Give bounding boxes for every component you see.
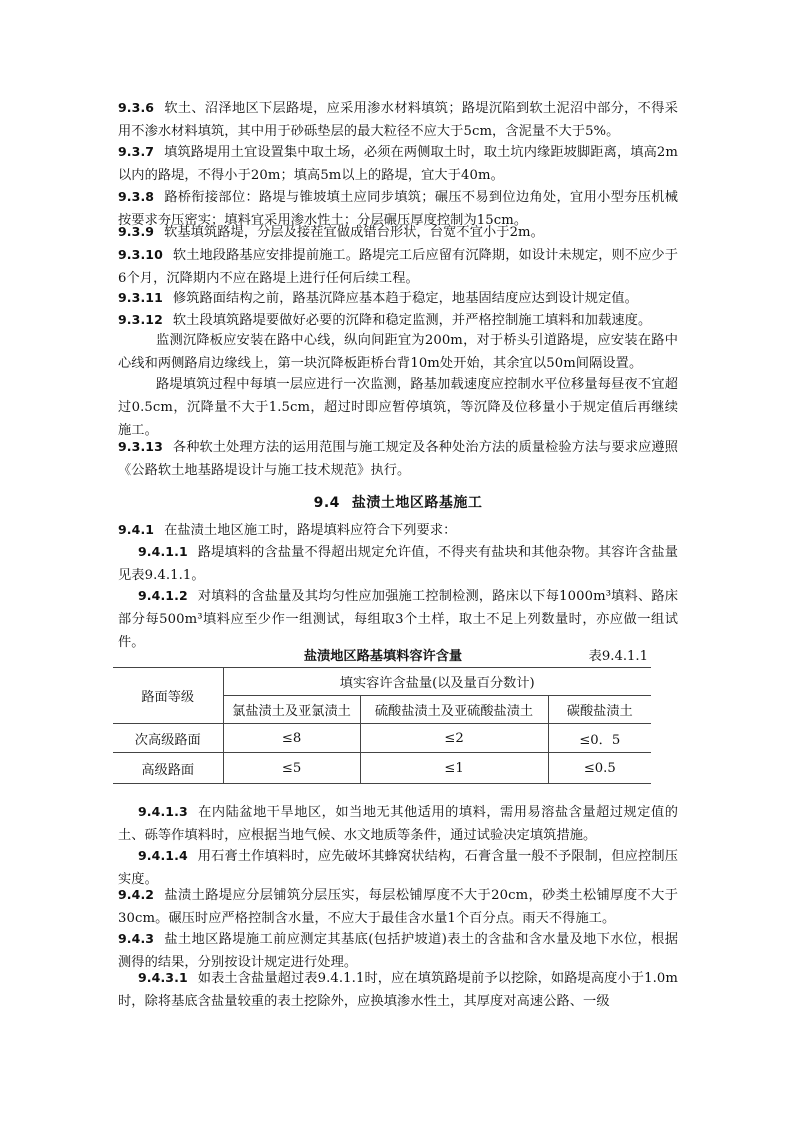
clause-9-4-3-1 bbox=[118, 967, 678, 1014]
clause-9-4-1-2 bbox=[118, 585, 678, 654]
paragraph-settlement-plates bbox=[118, 330, 678, 376]
table-row bbox=[113, 724, 651, 753]
salt-content-table bbox=[113, 667, 651, 784]
row-header-cell: 路面等级 bbox=[113, 668, 223, 724]
table-row bbox=[113, 753, 651, 784]
clause-number: 9.4.3.1 bbox=[138, 970, 188, 985]
clause-9-4-1-1 bbox=[118, 541, 678, 588]
table-cell: ≤2 bbox=[360, 724, 548, 753]
clause-text: 对填料的含盐量及其均匀性应加强施工控制检测，路床以下每1000m³填料、路床部分每500m³填料应至少作一组测试，每组取3个土样，取土不足上列数量时，亦应做一组试件。 bbox=[118, 589, 678, 650]
clause-number: 9.3.12 bbox=[118, 312, 163, 327]
column-header: 硫酸盐渍土及亚硫酸盐渍土 bbox=[360, 696, 548, 724]
table-cell: ≤8 bbox=[223, 724, 360, 753]
clause-text: 填筑路堤用土宜设置集中取土场，必须在两侧取土时，取土坑内缘距坡脚距离，填高2m以内的路堤，不得小于20m；填高5m以上的路堤，宜大于40m。 bbox=[118, 145, 678, 183]
clause-number: 9.3.9 bbox=[118, 224, 155, 239]
table-cell: ≤0．5 bbox=[548, 724, 651, 753]
clause-9-3-7 bbox=[118, 141, 678, 188]
clause-text: 软土地段路基应安排提前施工。路堤完工后应留有沉降期，如设计未规定，则不应少于6个月，沉降期内不应在路堤上进行任何后续工程。 bbox=[118, 248, 678, 286]
clause-text: 修筑路面结构之前，路基沉降应基本趋于稳定，地基固结度应达到设计规定值。 bbox=[172, 291, 638, 306]
clause-9-4-1-3 bbox=[118, 801, 678, 848]
clause-9-3-9 bbox=[118, 221, 678, 245]
clause-text: 如表土含盐量超过表9.4.1.1时，应在填筑路堤前予以挖除，如路堤高度小于1.0m时，除将基底含盐量较重的表土挖除外，应换填渗水性土，其厚度对高速公路、一级 bbox=[118, 971, 678, 1009]
clause-number: 9.4.1.2 bbox=[138, 588, 188, 603]
clause-number: 9.4.1 bbox=[118, 522, 155, 537]
section-number: 9.4 bbox=[313, 495, 340, 511]
clause-number: 9.4.1.4 bbox=[138, 848, 188, 863]
column-header: 氯盐渍土及亚氯渍土 bbox=[223, 696, 360, 724]
clause-number: 9.3.7 bbox=[118, 144, 155, 159]
row-label: 次高级路面 bbox=[113, 724, 223, 753]
clause-text: 在盐渍土地区施工时，路堤填料应符合下列要求： bbox=[164, 523, 457, 538]
section-heading bbox=[118, 492, 678, 512]
clause-text: 路堤填料的含盐量不得超出规定允许值，不得夹有盐块和其他杂物。其容许含盐量见表9.4.1.1。 bbox=[118, 545, 678, 583]
group-header-cell: 填实容许含盐量(以及量百分数计) bbox=[223, 668, 651, 696]
clause-number: 9.4.2 bbox=[118, 887, 155, 902]
table-cell: ≤0.5 bbox=[548, 753, 651, 784]
clause-number: 9.3.10 bbox=[118, 247, 163, 262]
table-number: 表9.4.1.1 bbox=[588, 649, 648, 664]
clause-number: 9.4.3 bbox=[118, 931, 155, 946]
clause-number: 9.4.1.1 bbox=[138, 544, 188, 559]
clause-text: 软土、沼泽地区下层路堤，应采用渗水材料填筑；路堤沉陷到软土泥沼中部分，不得采用不渗水材料填筑，其中用于砂砾垫层的最大粒径不应大于5cm，含泥量不大于5%。 bbox=[118, 101, 678, 139]
clause-number: 9.3.6 bbox=[118, 100, 155, 115]
clause-number: 9.3.11 bbox=[118, 290, 163, 305]
clause-number: 9.4.1.3 bbox=[138, 804, 188, 819]
clause-text: 各种软土处理方法的运用范围与施工规定及各种处治方法的质量检验方法与要求应遵照《公路软土地基路堤设计与施工技术规范》执行。 bbox=[118, 440, 678, 478]
table-header-row bbox=[113, 668, 651, 696]
clause-text: 盐渍土路堤应分层铺筑分层压实，每层松铺厚度不大于20cm，砂类土松铺厚度不大于30cm。碾压时应严格控制含水量，不应大于最佳含水量1个百分点。雨天不得施工。 bbox=[118, 888, 678, 926]
clause-9-4-2 bbox=[118, 884, 678, 931]
clause-text: 在内陆盆地干旱地区，如当地无其他适用的填料，需用易溶盐含量超过规定值的土、砾等作填料时，应根据当地气候、水文地质等条件，通过试验决定填筑措施。 bbox=[118, 805, 678, 843]
column-header: 碳酸盐渍土 bbox=[548, 696, 651, 724]
clause-text: 用石膏土作填料时，应先破坏其蜂窝状结构，石膏含量一般不予限制，但应控制压实度。 bbox=[118, 849, 678, 887]
clause-text: 软基填筑路堤，分层及接茬宜做成错台形状，台宽不宜小于2m。 bbox=[164, 225, 544, 240]
clause-9-4-1 bbox=[118, 519, 678, 543]
clause-number: 9.3.8 bbox=[118, 189, 155, 204]
clause-text: 盐土地区路堤施工前应测定其基底(包括护坡道)表土的含盐和含水量及地下水位，根据测得的结果，分别按设计规定进行处理。 bbox=[118, 932, 678, 970]
clause-number: 9.3.13 bbox=[118, 439, 163, 454]
paragraph-text: 监测沉降板应安装在路中心线，纵向间距宜为200m，对于桥头引道路堤，应安装在路中心线和两侧路肩边缘线上，第一块沉降板距桥台背10m处开始，其余宜以50m间隔设置。 bbox=[118, 333, 678, 371]
clause-9-3-10 bbox=[118, 244, 678, 291]
clause-9-3-11 bbox=[118, 287, 678, 311]
table-title: 盐渍地区路基填料容许含量 bbox=[303, 649, 463, 664]
paragraph-text: 路堤填筑过程中每填一层应进行一次监测，路基加载速度应控制水平位移量每昼夜不宜超过0.5cm，沉降量不大于1.5cm，超过时即应暂停填筑，等沉降及位移量小于规定值后再继续施工。 bbox=[118, 377, 678, 438]
clause-9-3-13 bbox=[118, 436, 678, 483]
clause-text: 路桥衔接部位：路堤与锥坡填土应同步填筑；碾压不易到位边角处，宜用小型夯压机械按要求夯压密实；填料宜采用渗水性土；分层碾压厚度控制为15cm。 bbox=[118, 190, 678, 228]
table-cell: ≤1 bbox=[360, 753, 548, 784]
table-cell: ≤5 bbox=[223, 753, 360, 784]
clause-text: 软土段填筑路堤要做好必要的沉降和稳定监测，并严格控制施工填料和加载速度。 bbox=[172, 313, 652, 328]
section-title: 盐渍土地区路基施工 bbox=[351, 495, 483, 511]
paragraph-monitoring bbox=[118, 374, 678, 442]
table-caption bbox=[118, 645, 648, 667]
row-label: 高级路面 bbox=[113, 753, 223, 784]
clause-9-3-6 bbox=[118, 97, 678, 144]
